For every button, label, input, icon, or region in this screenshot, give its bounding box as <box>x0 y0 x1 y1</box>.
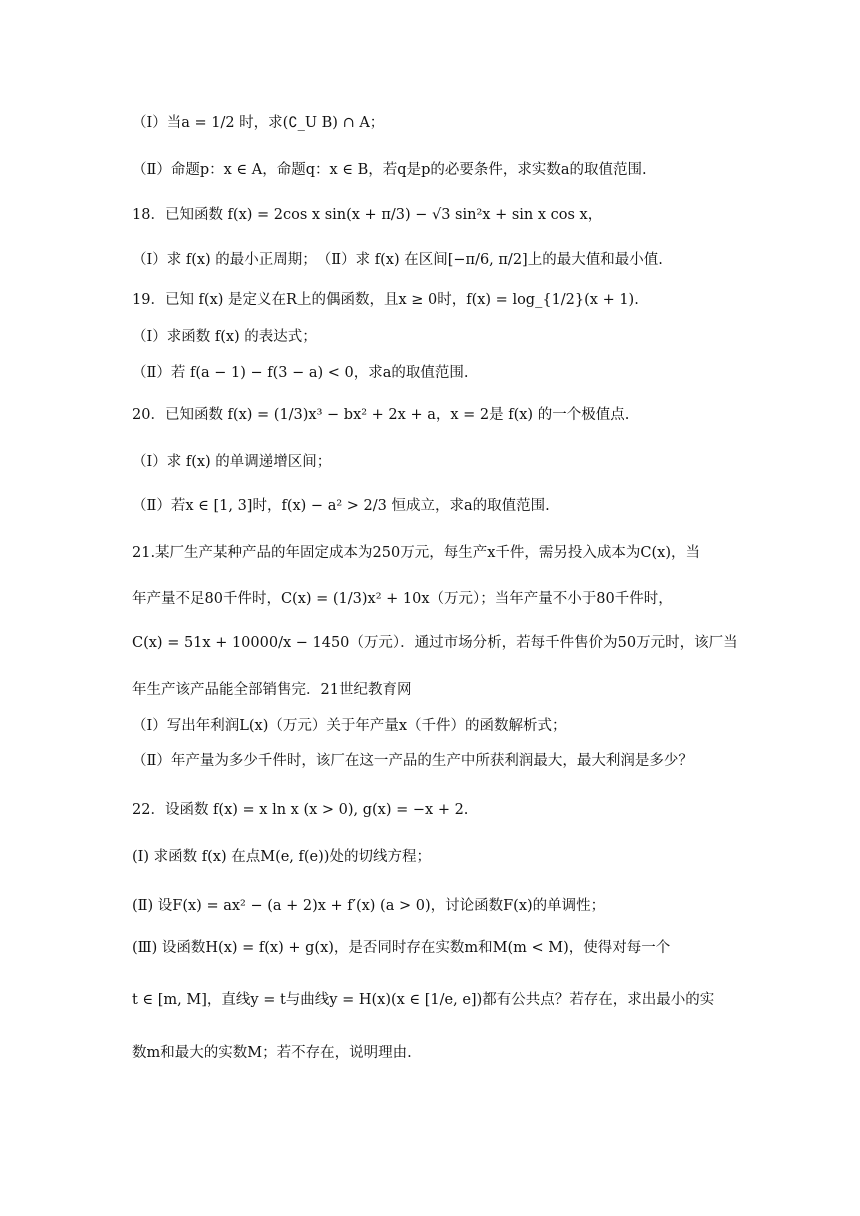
text-line: （Ⅱ）若 f(a − 1) − f(3 − a) < 0，求a的取值范围. <box>132 365 469 381</box>
text-line: （Ⅰ）当a = 1/2 时，求(∁_U B) ∩ A； <box>132 115 385 131</box>
text-line: 年产量不足80千件时，C(x) = (1/3)x² + 10x（万元）；当年产量不小于80千件时， <box>132 591 673 607</box>
text-line: (Ⅲ) 设函数H(x) = f(x) + g(x)，是否同时存在实数m和M(m < M)，使得对每一个 <box>132 940 671 956</box>
problem-18-statement: 18．已知函数 f(x) = 2cos x sin(x + π/3) − √3 sin²x + sin x cos x， <box>132 207 603 223</box>
text-line: (Ⅱ) 设F(x) = ax² − (a + 2)x + f′(x) (a > 0)，讨论函数F(x)的单调性； <box>132 898 606 914</box>
problem-22-statement: 22．设函数 f(x) = x ln x (x > 0), g(x) = −x + 2. <box>132 802 469 818</box>
text-line: 年生产该产品能全部销售完．21世纪教育网 <box>132 682 412 698</box>
text-line: （Ⅰ）求函数 f(x) 的表达式； <box>132 329 317 345</box>
problem-20-statement: 20．已知函数 f(x) = (1/3)x³ − bx² + 2x + a，x = 2是 f(x) 的一个极值点. <box>132 407 630 423</box>
text-line: （Ⅰ）求 f(x) 的单调递增区间； <box>132 454 332 470</box>
text-line: t ∈ [m, M]，直线y = t与曲线y = H(x)(x ∈ [1/e, e])都有公共点？若存在，求出最小的实 <box>132 992 715 1008</box>
text-line: （Ⅱ）若x ∈ [1, 3]时，f(x) − a² > 2/3 恒成立，求a的取值范围. <box>132 498 550 514</box>
text-line: （Ⅰ）求 f(x) 的最小正周期； （Ⅱ）求 f(x) 在区间[−π/6, π/2]上的最大值和最小值. <box>132 252 663 268</box>
text-line: C(x) = 51x + 10000/x − 1450（万元）．通过市场分析，若每千件售价为50万元时，该厂当 <box>132 635 738 651</box>
text-line: (Ⅰ) 求函数 f(x) 在点M(e, f(e))处的切线方程； <box>132 849 431 865</box>
text-line: （Ⅰ）写出年利润L(x)（万元）关于年产量x（千件）的函数解析式； <box>132 718 567 734</box>
text-line: （Ⅱ）年产量为多少千件时，该厂在这一产品的生产中所获利润最大，最大利润是多少？ <box>132 753 693 769</box>
problem-19-statement: 19．已知 f(x) 是定义在R上的偶函数，且x ≥ 0时，f(x) = log_{1/2}(x + 1). <box>132 292 639 308</box>
problem-21-statement: 21.某厂生产某种产品的年固定成本为250万元，每生产x千件，需另投入成本为C(x)，当 <box>132 545 700 561</box>
text-line: （Ⅱ）命题p：x ∈ A，命题q：x ∈ B，若q是p的必要条件，求实数a的取值范围. <box>132 162 647 178</box>
text-line: 数m和最大的实数M；若不存在，说明理由. <box>132 1045 412 1061</box>
